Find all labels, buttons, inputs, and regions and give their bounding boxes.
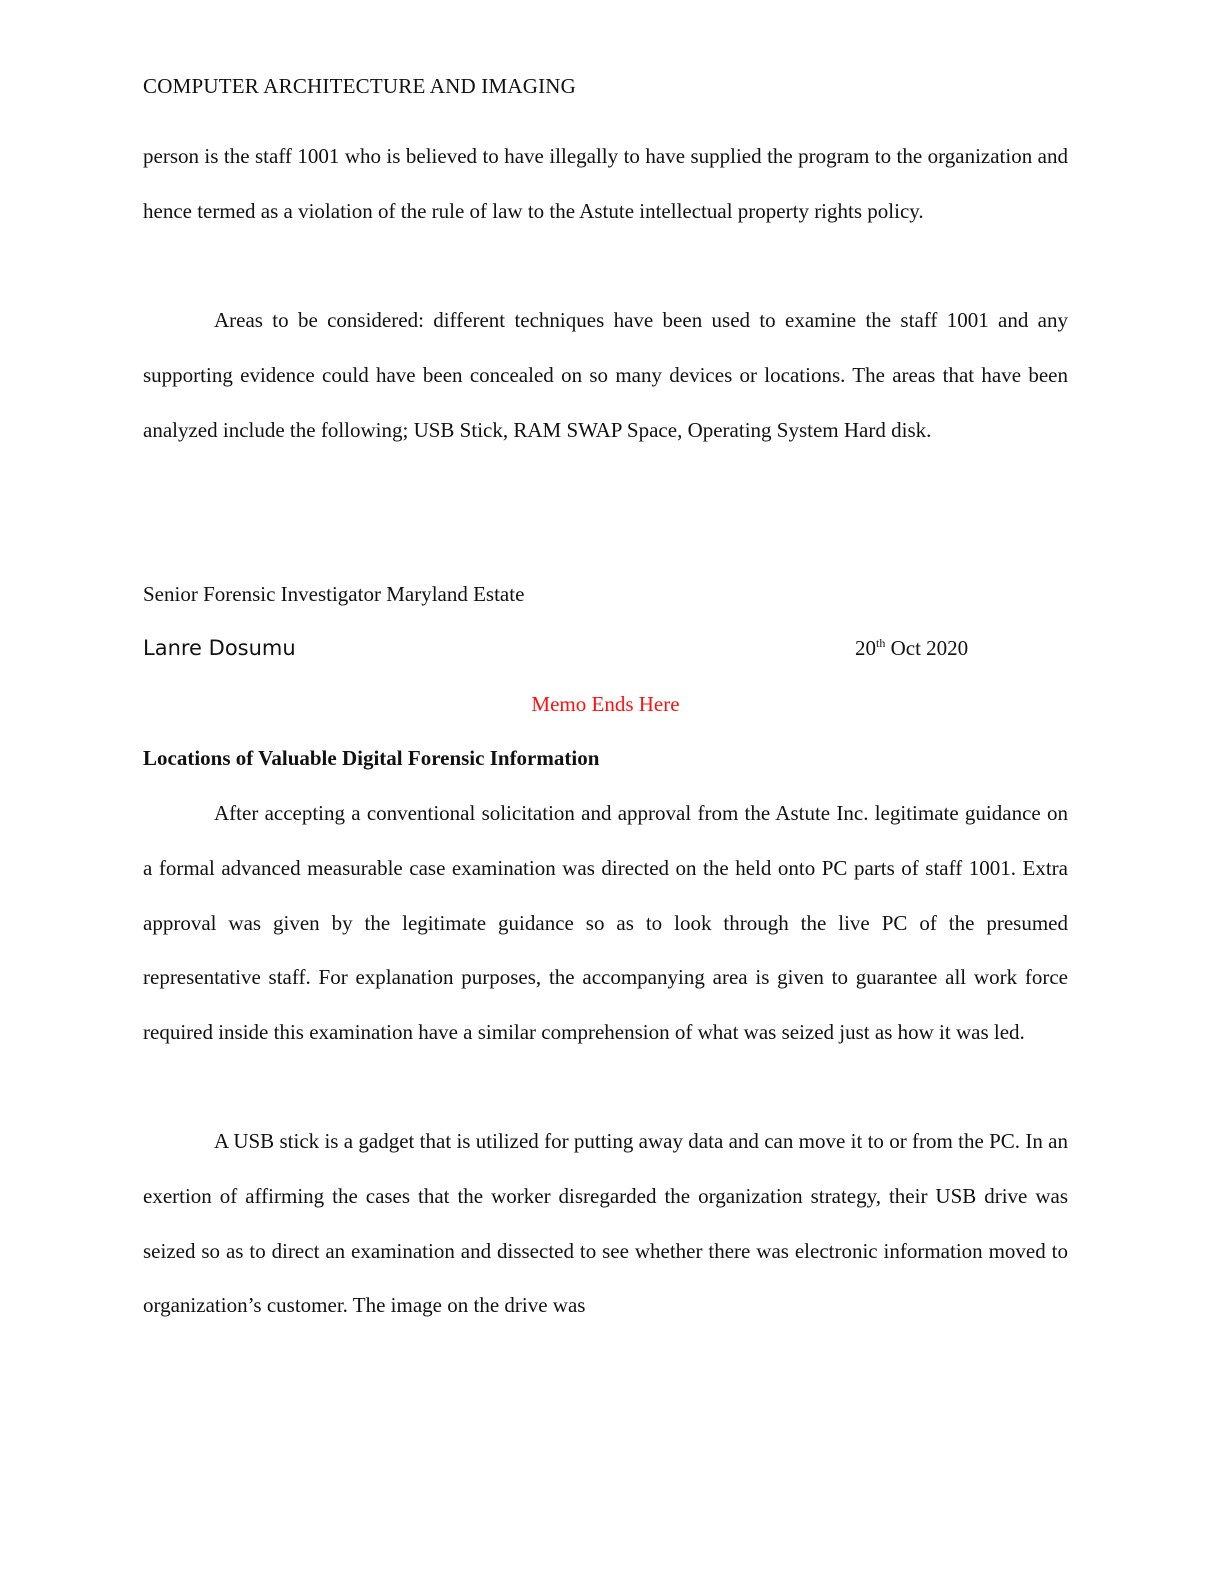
body-paragraph-areas: Areas to be considered: different techniques have been used to examine the staff 1001 and any supporting evidence could have been concealed on so many devices or locations. The areas that have been analyzed include the following; USB Stick, RAM SWAP Space, Operating System Hard disk. [143, 308, 1068, 442]
section-heading: Locations of Valuable Digital Forensic Information [143, 746, 600, 770]
running-head: COMPUTER ARCHITECTURE AND IMAGING [143, 74, 577, 98]
signature-date [855, 634, 968, 662]
date-suffix: th [876, 636, 886, 650]
date-day: 20 [855, 636, 876, 660]
date-rest: Oct 2020 [885, 636, 969, 660]
section-paragraph-2: A USB stick is a gadget that is utilized for putting away data and can move it to or from the PC. In an exertion of affirming the cases that the worker disregarded the organization strategy, their USB drive was seized so as to direct an examination and dissected to see whether there was electronic information moved to organization’s customer. The image on the drive was [143, 1129, 1068, 1318]
section-paragraph-1: After accepting a conventional solicitation and approval from the Astute Inc. legitimate guidance on a formal advanced measurable case examination was directed on the held onto PC parts of staff 1001. Extra approval was given by the legitimate guidance so as to look through the live PC of the presumed representative staff. For explanation purposes, the accompanying area is given to guarantee all work force required inside this examination have a similar comprehension of what was seized just as how it was led. [143, 801, 1068, 1045]
signature-title: Senior Forensic Investigator Maryland Estate [143, 582, 525, 606]
signature-name: Lanre Dosumu [143, 636, 296, 660]
body-paragraph-continued: person is the staff 1001 who is believed to have illegally to have supplied the program to the organization and hence termed as a violation of the rule of law to the Astute intellectual property rights policy. [143, 144, 1068, 223]
memo-end-marker: Memo Ends Here [531, 692, 680, 716]
